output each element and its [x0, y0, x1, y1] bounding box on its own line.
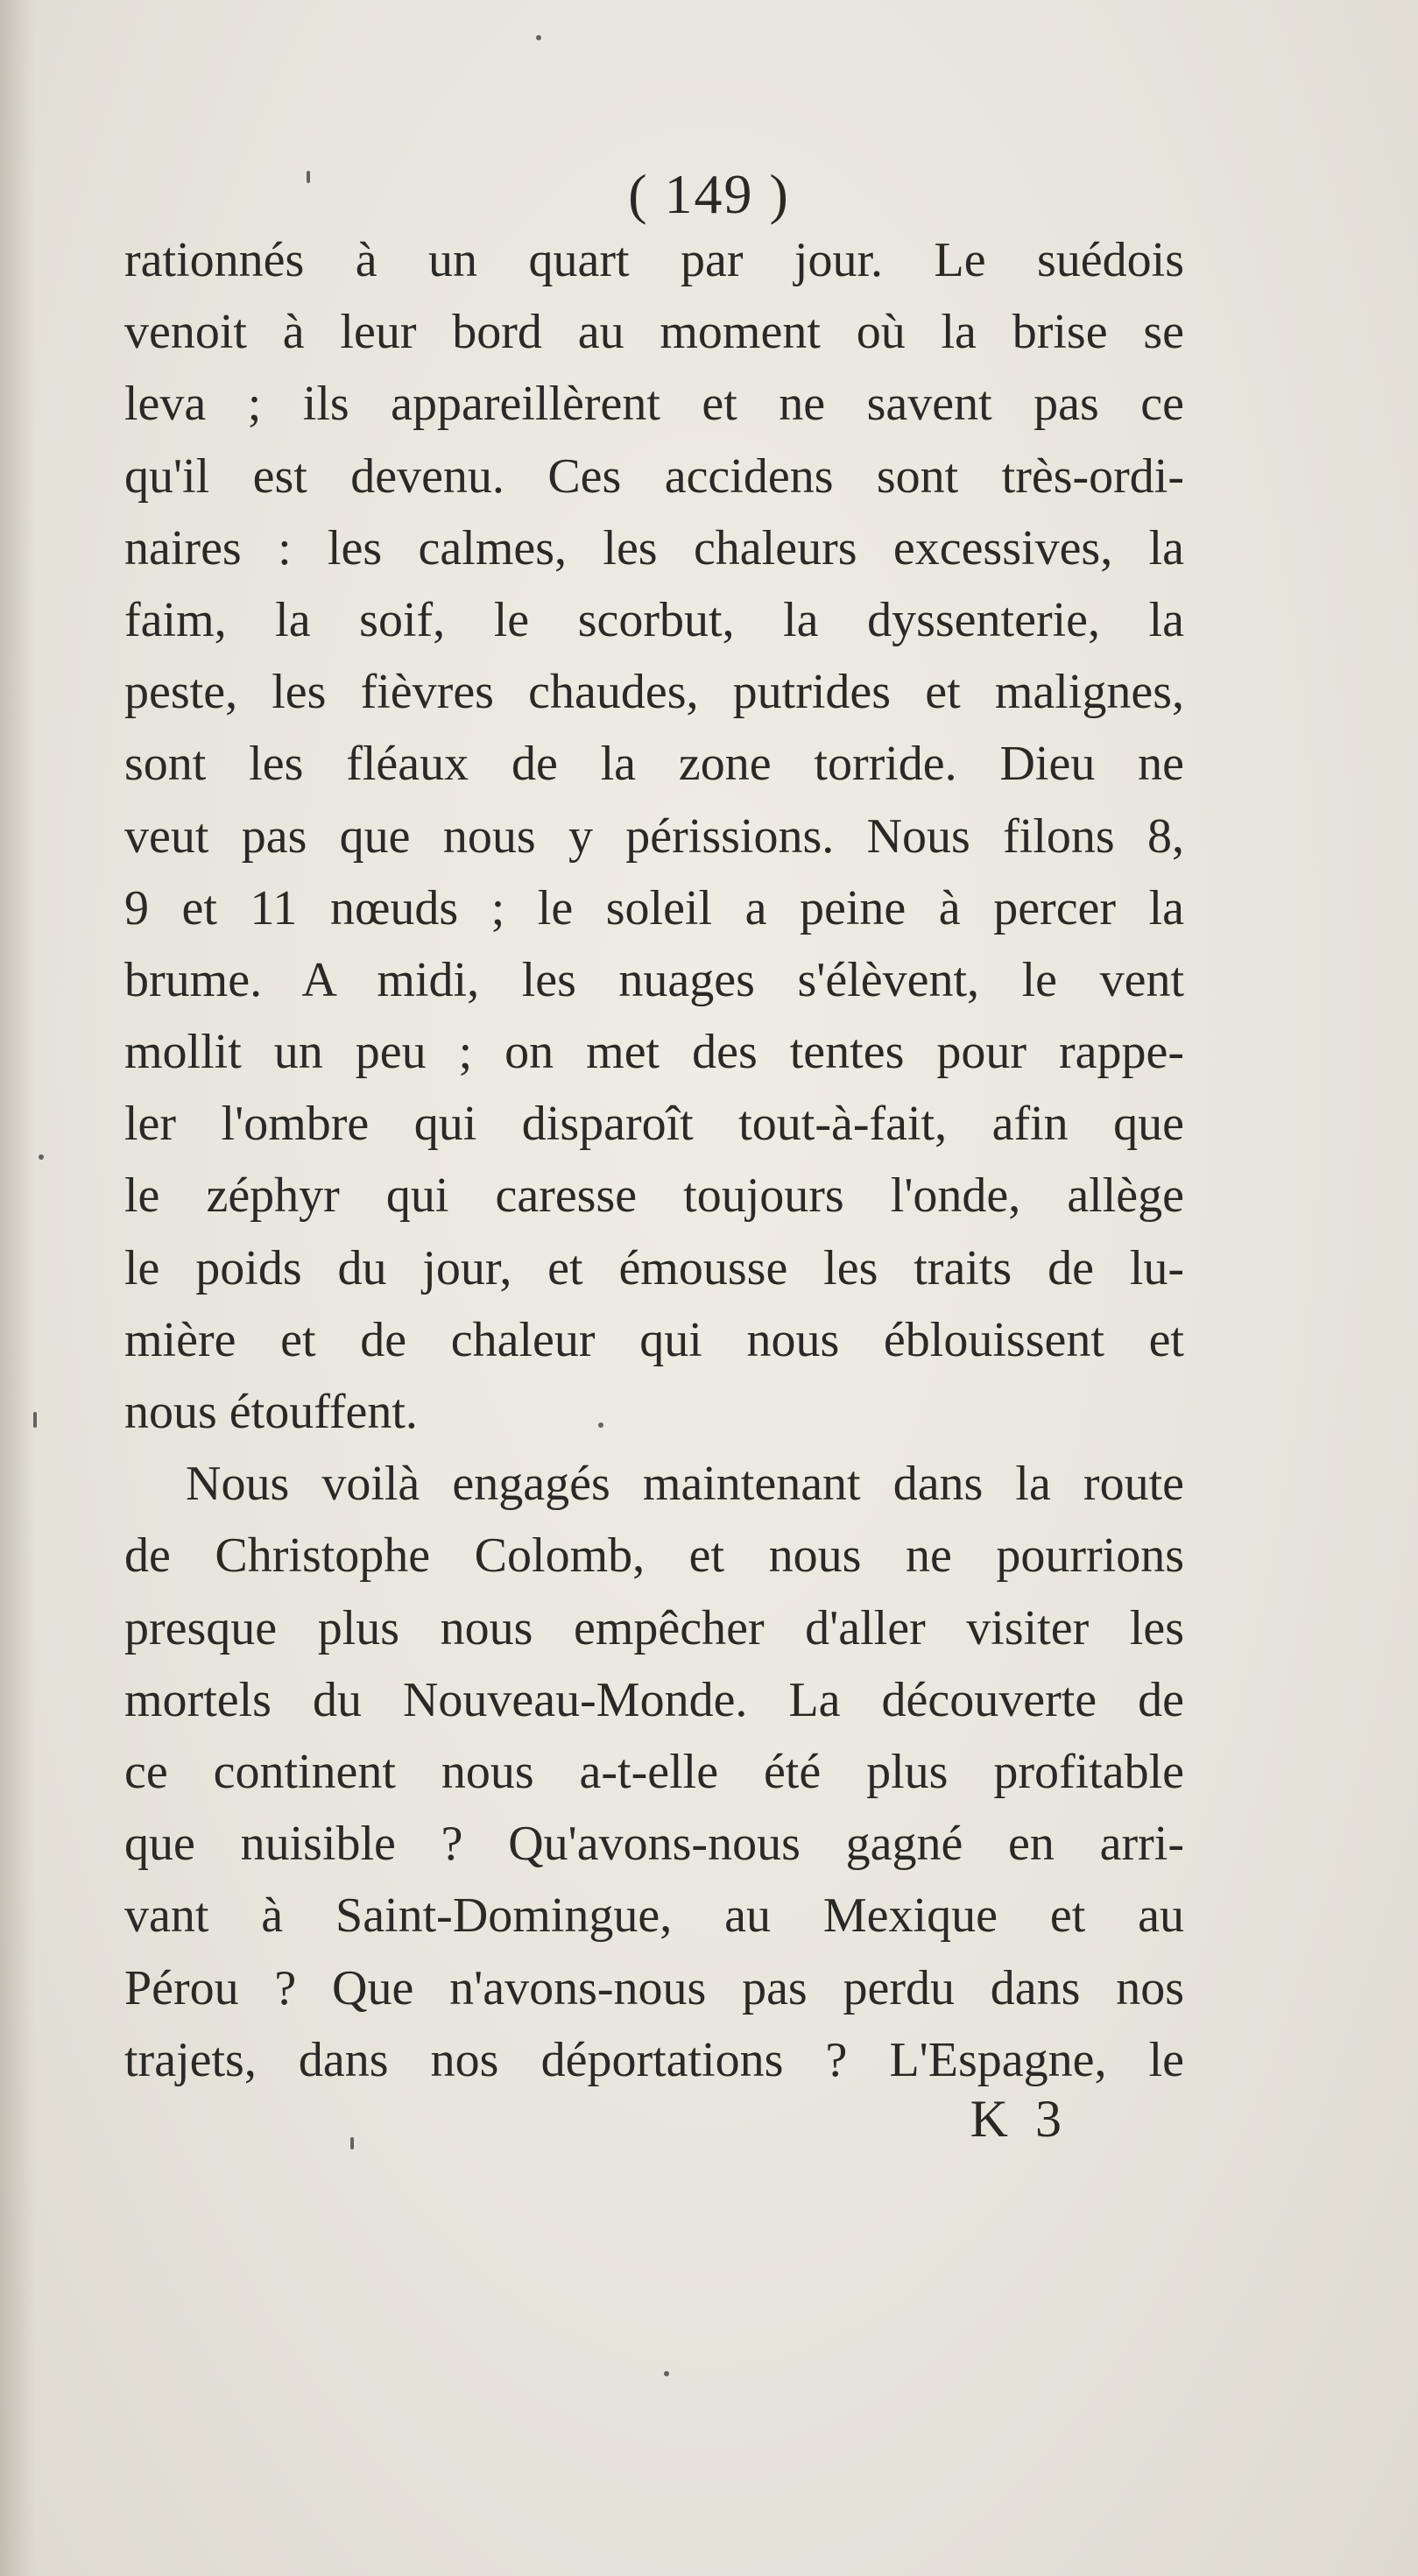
text-line: naires : les calmes, les chaleurs excessives, la	[124, 520, 1184, 575]
text-line: Nous voilà engagés maintenant dans la route	[186, 1457, 1184, 1512]
signature-mark: K 3	[970, 2090, 1069, 2148]
text-line: trajets, dans nos déportations ? L'Espagne, le	[124, 2032, 1184, 2087]
paragraph	[124, 1448, 1184, 2096]
text-line: mortels du Nouveau-Monde. La découverte de	[124, 1672, 1184, 1727]
binding-shadow	[0, 0, 35, 2576]
page-number: ( 149 )	[628, 163, 790, 225]
text-line: nous étouffent.	[124, 1385, 418, 1439]
text-line: presque plus nous empêcher d'aller visiter les	[124, 1600, 1184, 1655]
text-line: Pérou ? Que n'avons-nous pas perdu dans nos	[124, 1960, 1184, 2015]
text-line: mière et de chaleur qui nous éblouissent et	[124, 1312, 1184, 1367]
text-line: le zéphyr qui caresse toujours l'onde, allège	[124, 1168, 1184, 1224]
paper-speck	[350, 2137, 354, 2149]
text-line: ler l'ombre qui disparoît tout-à-fait, afin que	[124, 1097, 1184, 1152]
paper-speck	[536, 35, 541, 40]
text-line: le poids du jour, et émousse les traits de lu-	[124, 1240, 1184, 1295]
text-line: leva ; ils appareillèrent et ne savent pas ce	[124, 377, 1184, 432]
text-line: de Christophe Colomb, et nous ne pourrions	[124, 1528, 1184, 1584]
text-line: qu'il est devenu. Ces accidens sont très-ordi-	[124, 448, 1184, 504]
paper-speck	[39, 1154, 44, 1160]
text-line: 9 et 11 nœuds ; le soleil a peine à percer la	[124, 880, 1184, 935]
text-line: venoit à leur bord au moment où la brise se	[124, 305, 1184, 360]
text-line: rationnés à un quart par jour. Le suédois	[124, 233, 1184, 287]
text-line: ce continent nous a-t-elle été plus profitable	[124, 1744, 1184, 1799]
text-line: brume. A midi, les nuages s'élèvent, le vent	[124, 952, 1184, 1007]
text-line: que nuisible ? Qu'avons-nous gagné en arri-	[124, 1817, 1184, 1872]
text-line: mollit un peu ; on met des tentes pour rappe-	[124, 1025, 1184, 1080]
text-line: peste, les fièvres chaudes, putrides et malignes,	[124, 665, 1184, 720]
text-line: faim, la soif, le scorbut, la dyssenterie, la	[124, 592, 1184, 647]
text-line: sont les fléaux de la zone torride. Dieu ne	[124, 737, 1184, 792]
text-line: veut pas que nous y périssions. Nous filons 8,	[124, 808, 1184, 864]
body-text	[124, 224, 1184, 2096]
paragraph	[124, 224, 1184, 1448]
text-line: vant à Saint-Domingue, au Mexique et au	[124, 1888, 1184, 1944]
paper-speck	[33, 1412, 37, 1428]
paper-speck	[664, 2371, 669, 2376]
